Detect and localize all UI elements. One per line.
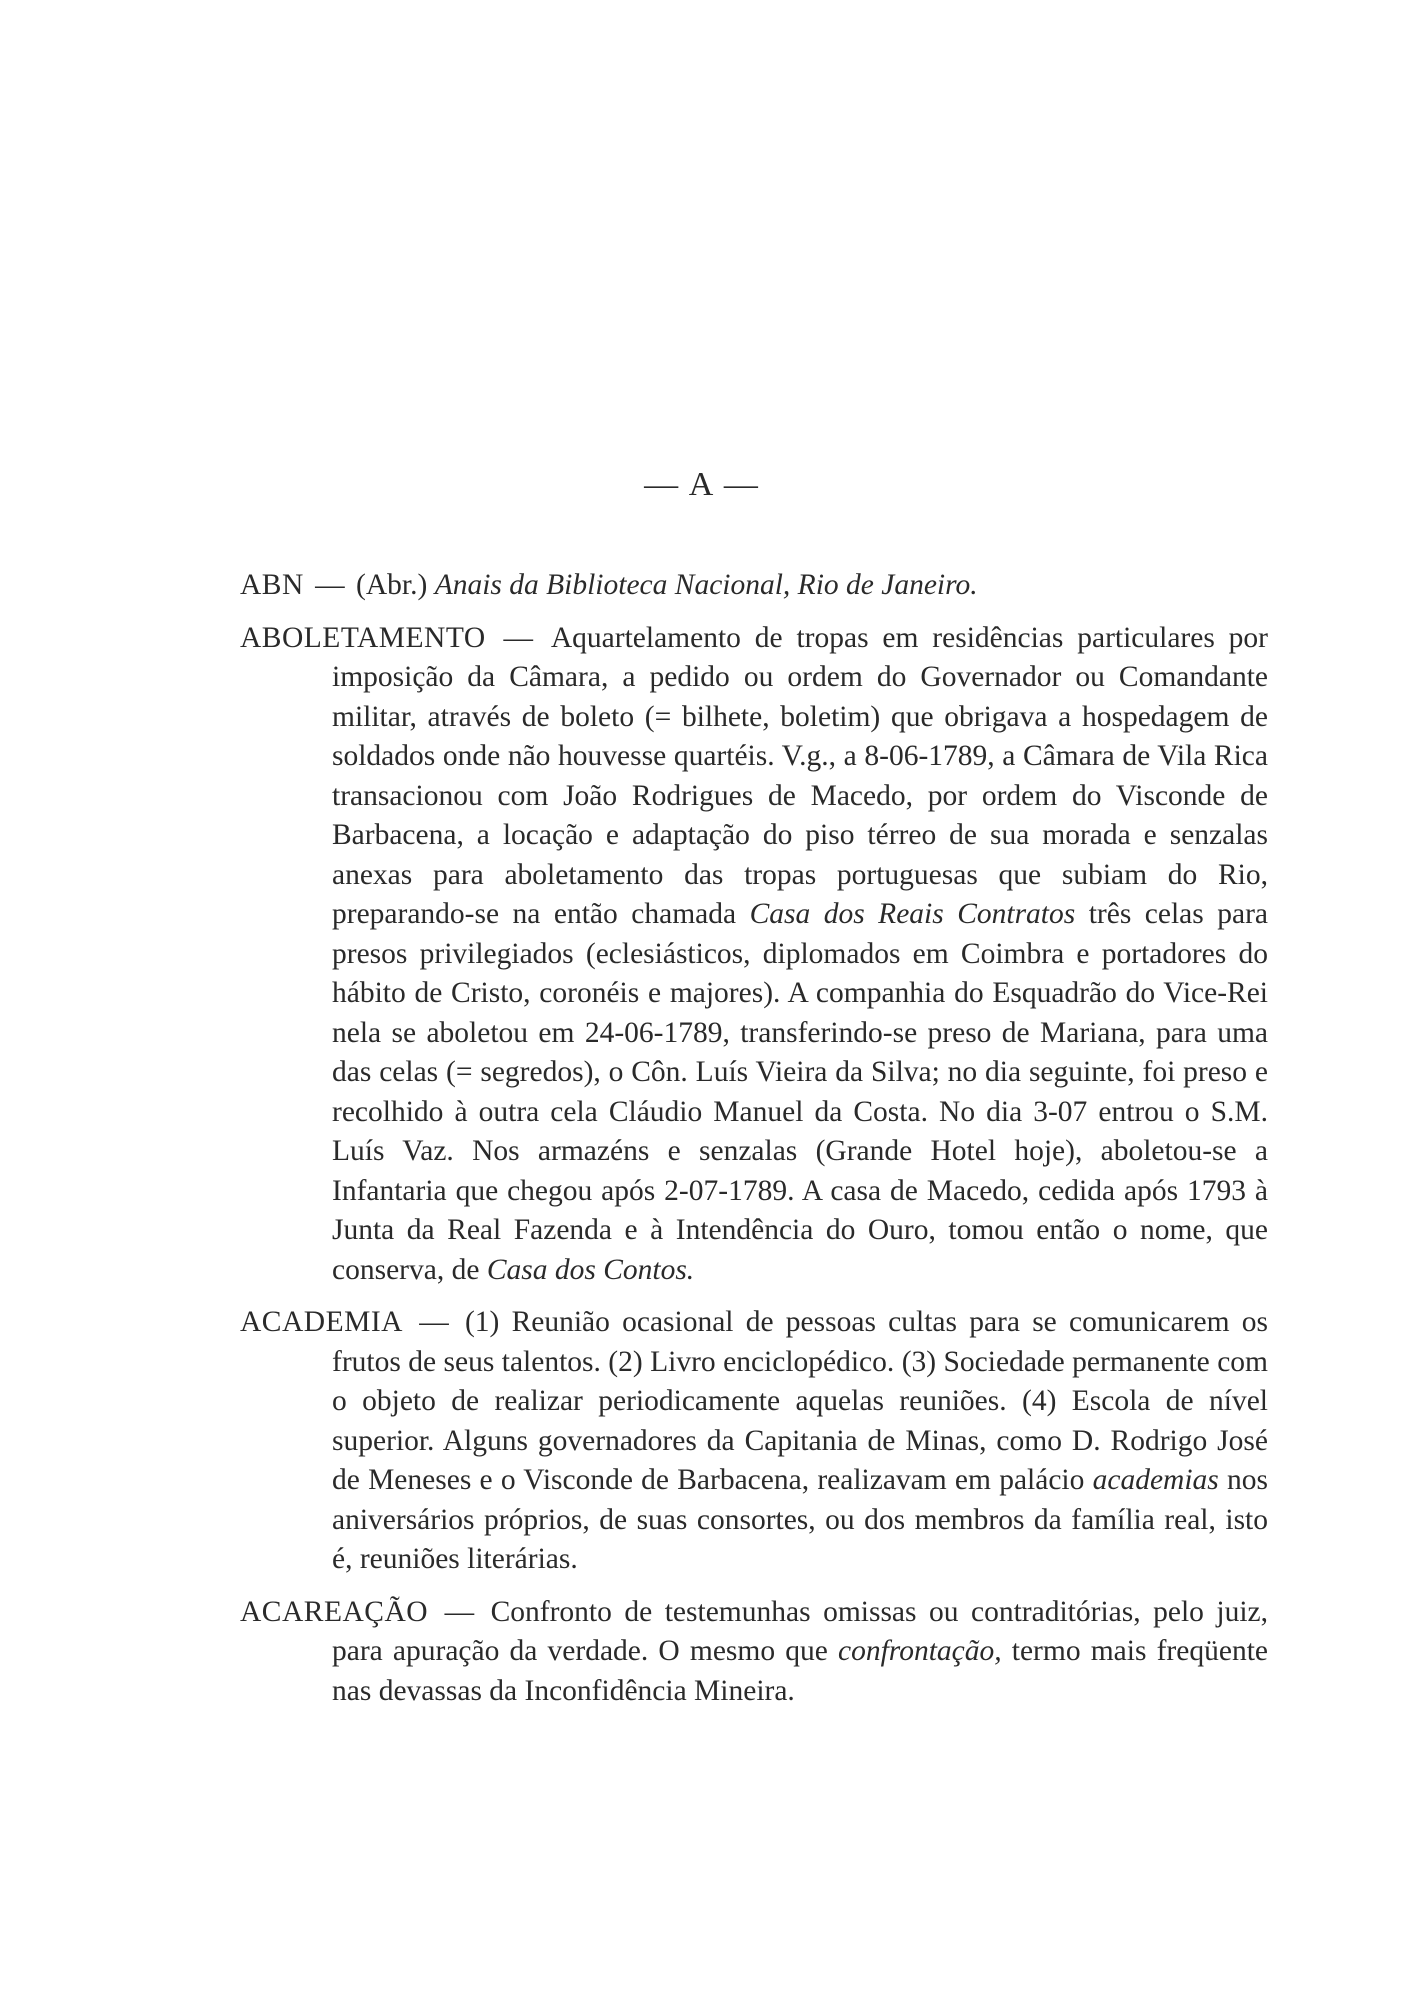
entry-dash: — [307, 569, 353, 601]
entry-italic-text: Anais da Biblioteca Nacional, Rio de Janeiro. [434, 569, 978, 601]
entry-text: três celas para presos privilegiados (eclesiásticos, diplomados em Coimbra e portadores do hábito de Cristo, coronéis e majores). A companhia do Esquadrão do Vice-Rei nela se aboletou em 24-06-1789, transferindo-se preso de Mariana, para uma das celas (= segredos), o Côn. Luís Vieira da Silva; no dia seguinte, foi preso e recolhido à outra cela Cláudio Manuel da Costa. No dia 3-07 entrou o S.M. Luís Vaz. Nos armazéns e senzalas (Grande Hotel hoje), aboletou-se a Infantaria que chegou após 2-07-1789. A casa de Macedo, cedida após 1793 à Junta da Real Fazenda e à Intendência do Ouro, tomou então o nome, que conserva, de [332, 898, 1268, 1286]
entry-italic-text: Casa dos Contos. [486, 1253, 695, 1286]
glossary-entry [240, 619, 1268, 1291]
entry-dash: — [489, 621, 547, 654]
entry-headword: ABN [240, 569, 304, 601]
section-letter-heading: — A — [644, 466, 760, 503]
entry-italic-text: confrontação, [838, 1635, 1002, 1667]
entry-text: nos aniversários próprios, de suas consortes, ou dos membros da família real, isto é, reuniões literárias. [332, 1464, 1268, 1575]
entry-text: (1) Reunião ocasional de pessoas cultas para se comunicarem os frutos de seus talentos. (2) Livro enciclopédico. (3) Sociedade permanente com o objeto de realizar periodicamente aquelas reuniões. (4) Escola de nível superior. Alguns governadores da Capitania de Minas, como D. Rodrigo José de Meneses e o Visconde de Barbacena, realizavam em palácio [332, 1306, 1268, 1496]
entry-text: (Abr.) [356, 569, 435, 601]
entry-text: Aquartelamento de tropas em residências particulares por imposição da Câmara, a pedido ou ordem do Governador ou Comandante militar, através de boleto (= bilhete, boletim) que obrigava a hospedagem de soldados onde não houvesse quartéis. V.g., a 8-06-1789, a Câmara de Vila Rica transacionou com João Rodrigues de Macedo, por ordem do Visconde de Barbacena, a locação e adaptação do piso térreo de sua morada e senzalas anexas para aboletamento das tropas portuguesas que subiam do Rio, preparando-se na então chamada [332, 621, 1268, 930]
entry-dash: — [406, 1306, 461, 1338]
entry-headword: ACAREAÇÃO [240, 1595, 429, 1628]
entry-italic-text: academias [1092, 1464, 1219, 1496]
glossary-entry [240, 566, 1268, 606]
entry-headword: ABOLETAMENTO [240, 621, 486, 654]
entry-text: Confronto de testemunhas omissas ou contraditórias, pelo juiz, para apuração da verdade. O mesmo que [332, 1595, 1269, 1667]
entry-dash: — [432, 1595, 487, 1628]
glossary-entry [240, 1303, 1268, 1580]
glossary-entries [240, 566, 1268, 1724]
glossary-entry [240, 1593, 1268, 1712]
entry-headword: ACADEMIA [240, 1306, 403, 1338]
entry-italic-text: Casa dos Reais Contratos [749, 898, 1076, 930]
entry-text: termo mais freqüente nas devassas da Inconfidência Mineira. [332, 1635, 1268, 1707]
